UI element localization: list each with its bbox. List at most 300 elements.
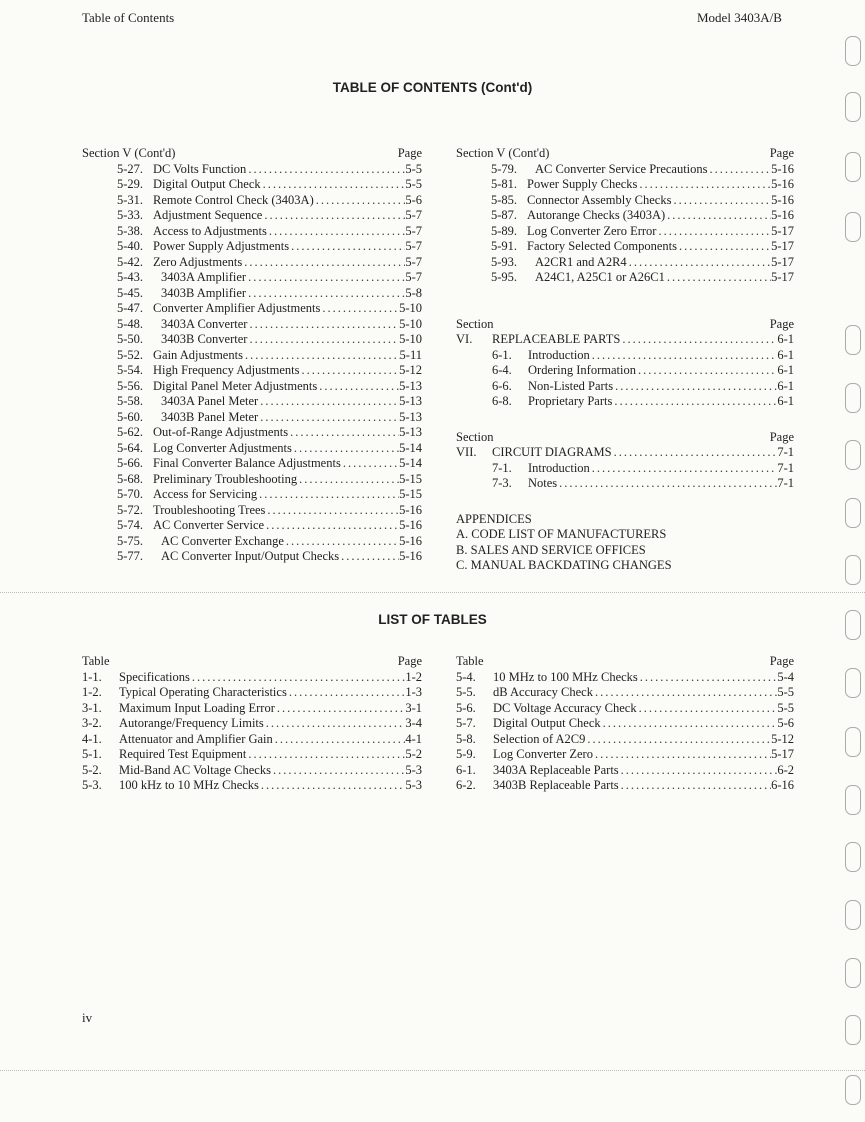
toc-entry: [491, 224, 794, 240]
toc-left-head: [82, 146, 422, 162]
toc-entry: [117, 162, 422, 178]
entry-number: 5-40.: [117, 239, 144, 253]
toc-entry: [117, 332, 422, 348]
toc-entry: [117, 456, 422, 472]
entry-number: 1-1.: [82, 669, 102, 684]
entry-page: 5-11: [399, 347, 422, 362]
entry-label: DC Voltage Accuracy Check: [493, 700, 637, 715]
entry-label: Ordering Information: [528, 363, 636, 377]
entry-number: 5-38.: [117, 223, 144, 238]
toc-entry: [117, 410, 422, 426]
entry-page: 1-2: [405, 669, 422, 684]
entry-number: 6-8.: [492, 394, 512, 408]
entry-page: 5-16: [771, 161, 794, 176]
binder-mark: [845, 212, 861, 242]
entry-number: 5-62.: [117, 425, 144, 439]
entry-page: 5-5: [777, 700, 794, 715]
entry-page: 5-15: [399, 471, 422, 486]
entry-label: Autorange Checks (3403A): [527, 208, 666, 222]
dot-leader: [257, 487, 399, 503]
toc-entry: [491, 177, 794, 193]
entry-label: AC Converter Exchange: [161, 533, 284, 548]
toc-entry: [117, 363, 422, 379]
entry-label: Required Test Equipment: [119, 747, 247, 761]
dot-leader: [590, 461, 778, 477]
entry-page: 3-1: [405, 700, 422, 715]
binder-mark: [845, 900, 861, 930]
entry-page: 5-17: [771, 747, 794, 761]
entry-number: 4-1.: [82, 731, 102, 746]
entry-label: Preliminary Troubleshooting: [153, 471, 298, 486]
dot-leader: [612, 445, 778, 461]
appendix-item: C. MANUAL BACKDATING CHANGES: [456, 558, 672, 572]
entry-label: Selection of A2C9: [493, 731, 586, 746]
dot-leader: [613, 379, 777, 395]
entry-number: 1-2.: [82, 685, 102, 699]
entry-page: 5-15: [399, 487, 422, 501]
binder-mark: [845, 383, 861, 413]
entry-number: 5-33.: [117, 208, 144, 222]
entry-page: 5-16: [399, 518, 422, 532]
dot-leader: [590, 348, 778, 364]
table-label: Table: [82, 654, 110, 668]
entry-number: 5-43.: [117, 270, 144, 284]
section-label: Section V (Cont'd): [82, 146, 176, 160]
toc-entry: [491, 208, 794, 224]
toc-entry: [117, 286, 422, 302]
entry-label: 3403B Amplifier: [161, 285, 247, 300]
toc-entry: [117, 425, 422, 441]
dot-leader: [620, 332, 777, 348]
entry-page: 5-17: [771, 254, 794, 269]
entry-page: 5-17: [771, 239, 794, 253]
entry-label: 3403B Converter: [161, 332, 248, 346]
entry-page: 5-8: [405, 285, 422, 300]
entry-page: 4-1: [405, 731, 422, 746]
entry-label: Notes: [528, 476, 558, 490]
appendix-item: B. SALES AND SERVICE OFFICES: [456, 542, 646, 557]
toc-entry: [117, 549, 422, 565]
dot-leader: [341, 456, 399, 472]
entry-label: AC Converter Input/Output Checks: [161, 549, 340, 563]
entry-page: 5-2: [405, 747, 422, 761]
toc-entry: [117, 270, 422, 286]
entry-label: AC Converter Service Precautions: [535, 161, 708, 176]
entry-label: Proprietary Parts: [528, 394, 613, 408]
entry-number: 5-47.: [117, 301, 144, 315]
dot-leader: [242, 255, 405, 271]
toc-left-entries: [82, 162, 422, 565]
entry-page: 5-7: [405, 254, 422, 269]
entry-label: Troubleshooting Trees: [153, 502, 266, 517]
entry-label: Adjustment Sequence: [153, 208, 263, 222]
dot-leader: [637, 701, 778, 717]
toc-entry: [82, 763, 422, 779]
entry-number: 5-6.: [456, 700, 476, 715]
dot-leader: [246, 270, 405, 286]
entry-number: 5-8.: [456, 731, 476, 746]
toc-entry: [117, 208, 422, 224]
entry-label: 3403B Replaceable Parts: [493, 778, 619, 792]
entry-number: 5-87.: [491, 208, 518, 222]
section7-head: [456, 430, 794, 446]
entry-number: 5-54.: [117, 363, 144, 377]
dot-leader: [593, 747, 771, 763]
binder-mark: [845, 440, 861, 470]
section7-entries: [456, 461, 794, 492]
entry-number: 5-66.: [117, 456, 144, 470]
entry-number: 5-3.: [82, 778, 102, 792]
entry-number: 5-91.: [491, 239, 518, 253]
appendices-label: APPENDICES: [456, 511, 532, 526]
entry-number: 3-1.: [82, 700, 102, 715]
dot-leader: [557, 476, 777, 492]
entry-page: 5-17: [771, 223, 794, 238]
binder-mark: [845, 958, 861, 988]
dot-leader: [243, 348, 400, 364]
entry-page: 5-16: [399, 549, 422, 563]
binder-mark: [845, 36, 861, 66]
dot-leader: [247, 332, 399, 348]
entry-page: 5-7: [405, 208, 422, 222]
entry-label: A2CR1 and A2R4: [535, 254, 627, 269]
entry-label: AC Converter Service: [153, 518, 265, 532]
entry-number: 5-89.: [491, 223, 518, 238]
binder-mark: [845, 785, 861, 815]
entry-page: 5-10: [399, 332, 422, 346]
entry-number: 6-6.: [492, 378, 512, 393]
entry-number: 6-2.: [456, 778, 476, 792]
dot-leader: [190, 670, 406, 686]
dot-leader: [320, 301, 399, 317]
page-label: Page: [769, 654, 794, 668]
entry-label: dB Accuracy Check: [493, 685, 593, 699]
binder-mark: [845, 727, 861, 757]
toc-entry: [117, 224, 422, 240]
entry-page: 5-16: [399, 502, 422, 517]
entry-page: 5-13: [399, 394, 422, 408]
entry-page: 5-10: [399, 301, 422, 315]
dot-leader: [261, 177, 406, 193]
tables-right-entries: [456, 670, 794, 794]
entry-number: 5-29.: [117, 177, 144, 191]
entry-number: 5-2.: [82, 762, 102, 777]
entry-number: 5-75.: [117, 533, 144, 548]
toc-entry: [117, 487, 422, 503]
toc-right-head: [456, 146, 794, 162]
entry-number: 5-4.: [456, 669, 476, 684]
toc-title: TABLE OF CONTENTS (Cont'd): [332, 80, 533, 95]
section-label: Section: [456, 429, 494, 444]
binder-mark: [845, 325, 861, 355]
toc-entry: [456, 716, 794, 732]
bottom-divider: [0, 1070, 865, 1071]
toc-right-entries: [456, 162, 794, 286]
entry-page: 5-13: [399, 425, 422, 439]
toc-entry: [82, 732, 422, 748]
entry-number: 6-1.: [492, 347, 512, 362]
toc-entry: [82, 747, 422, 763]
toc-entry: [117, 177, 422, 193]
tables-left-entries: [82, 670, 422, 794]
section-number: VI.: [456, 332, 473, 346]
entry-page: 5-12: [771, 731, 794, 746]
toc-entry: [117, 193, 422, 209]
dot-leader: [267, 224, 405, 240]
dot-leader: [593, 685, 777, 701]
entry-page: 5-5: [777, 685, 794, 699]
entry-number: 5-31.: [117, 192, 144, 207]
binder-mark: [845, 92, 861, 122]
toc-entry: [117, 472, 422, 488]
tables-left-head: [82, 654, 422, 670]
entry-label: Digital Panel Meter Adjustments: [153, 378, 318, 393]
tables-title: LIST OF TABLES: [378, 612, 487, 627]
entry-page: 5-5: [405, 161, 422, 176]
entry-page: 7-1: [777, 476, 794, 490]
entry-number: 5-68.: [117, 471, 144, 486]
dot-leader: [665, 208, 771, 224]
section-title: CIRCUIT DIAGRAMS: [492, 445, 612, 459]
entry-page: 5-13: [399, 409, 422, 424]
toc-entry: [117, 348, 422, 364]
toc-entry: [492, 394, 794, 410]
toc-entry: [492, 363, 794, 379]
dot-leader: [300, 363, 400, 379]
divider: [0, 592, 865, 593]
entry-number: 5-52.: [117, 347, 144, 362]
section6-title-row: [456, 332, 794, 348]
entry-page: 3-4: [405, 716, 422, 730]
entry-number: 5-1.: [82, 747, 102, 761]
toc-entry: [492, 348, 794, 364]
entry-label: Typical Operating Characteristics: [119, 685, 287, 699]
entry-number: 6-1.: [456, 762, 476, 777]
section6-entries: [456, 348, 794, 410]
entry-label: 3403A Converter: [161, 316, 248, 331]
dot-leader: [671, 193, 771, 209]
binder-mark: [845, 152, 861, 182]
entry-label: 3403A Amplifier: [161, 270, 247, 284]
toc-entry: [492, 476, 794, 492]
section-label: Section: [456, 316, 494, 331]
tables-left-column: [82, 654, 422, 794]
dot-leader: [637, 177, 771, 193]
entry-label: Log Converter Zero: [493, 747, 593, 761]
dot-leader: [246, 162, 405, 178]
dot-leader: [601, 716, 778, 732]
entry-number: 7-3.: [492, 476, 512, 490]
entry-label: 3403A Panel Meter: [161, 394, 259, 408]
toc-entry: [492, 461, 794, 477]
entry-number: 5-85.: [491, 192, 518, 207]
entry-page: 6-16: [771, 778, 794, 792]
toc-entry: [82, 716, 422, 732]
toc-entry: [117, 317, 422, 333]
tables-right-column: [456, 654, 794, 794]
entry-label: Access for Servicing: [153, 487, 258, 501]
entry-page: 5-7: [405, 223, 422, 238]
table-label: Table: [456, 654, 484, 668]
entry-page: 5-16: [399, 533, 422, 548]
header-left: Table of Contents: [82, 10, 175, 25]
entry-page: 5-13: [399, 378, 422, 393]
entry-page: 5-14: [399, 440, 422, 455]
toc-entry: [491, 270, 794, 286]
entry-label: Specifications: [119, 669, 190, 684]
dot-leader: [638, 670, 778, 686]
tables-right-head: [456, 654, 794, 670]
header-model: Model 3403A/B: [697, 10, 782, 25]
toc-entry: [82, 670, 422, 686]
entry-number: 3-2.: [82, 716, 102, 730]
section-page: 7-1: [777, 445, 794, 459]
dot-leader: [619, 763, 778, 779]
section-number: VII.: [456, 445, 477, 459]
toc-entry: [456, 670, 794, 686]
entry-number: 5-56.: [117, 378, 144, 393]
entry-label: Power Supply Adjustments: [153, 239, 290, 253]
dot-leader: [265, 503, 399, 519]
entry-number: 5-42.: [117, 254, 144, 269]
entry-label: 10 MHz to 100 MHz Checks: [493, 669, 638, 684]
entry-label: Maximum Input Loading Error: [119, 700, 275, 715]
section-title: REPLACEABLE PARTS: [492, 332, 621, 346]
dot-leader: [297, 472, 399, 488]
dot-leader: [247, 317, 399, 333]
toc-entry: [82, 685, 422, 701]
page-label: Page: [397, 654, 422, 668]
toc-entry: [491, 193, 794, 209]
toc-entry: [492, 379, 794, 395]
section-page: 6-1: [777, 332, 794, 346]
toc-entry: [491, 255, 794, 271]
dot-leader: [585, 732, 771, 748]
entry-label: Connector Assembly Checks: [527, 192, 672, 207]
binder-mark: [845, 842, 861, 872]
entry-number: 5-70.: [117, 487, 144, 501]
entry-number: 5-5.: [456, 685, 476, 699]
dot-leader: [262, 208, 405, 224]
dot-leader: [627, 255, 771, 271]
entry-label: Attenuator and Amplifier Gain: [119, 731, 273, 746]
toc-entry: [117, 239, 422, 255]
entry-label: Remote Control Check (3403A): [153, 192, 314, 207]
entry-number: 5-81.: [491, 177, 518, 191]
binder-mark: [845, 498, 861, 528]
entry-page: 5-3: [405, 778, 422, 792]
entry-label: Zero Adjustments: [153, 254, 243, 269]
entry-page: 5-4: [777, 669, 794, 684]
entry-label: 3403B Panel Meter: [161, 409, 259, 424]
entry-number: 5-77.: [117, 549, 144, 563]
entry-label: Factory Selected Components: [527, 239, 677, 253]
entry-page: 5-16: [771, 208, 794, 222]
entry-page: 6-2: [777, 762, 794, 777]
section7-title-row: [456, 445, 794, 461]
toc-entry: [117, 534, 422, 550]
entry-page: 5-14: [399, 456, 422, 470]
entry-number: 5-45.: [117, 285, 144, 300]
dot-leader: [264, 716, 406, 732]
entry-label: A24C1, A25C1 or A26C1: [535, 270, 665, 284]
entry-number: 5-95.: [491, 270, 518, 284]
toc-entry: [456, 685, 794, 701]
dot-leader: [289, 239, 405, 255]
dot-leader: [612, 394, 777, 410]
toc-entry: [117, 301, 422, 317]
entry-page: 5-16: [771, 177, 794, 191]
binder-mark: [845, 668, 861, 698]
dot-leader: [284, 534, 399, 550]
dot-leader: [271, 763, 405, 779]
toc-entry: [456, 778, 794, 794]
entry-page: 5-6: [777, 716, 794, 730]
toc-entry: [456, 732, 794, 748]
entry-page: 5-5: [405, 177, 422, 191]
dot-leader: [273, 732, 406, 748]
binder-mark: [845, 555, 861, 585]
binder-mark: [845, 1015, 861, 1045]
dot-leader: [258, 410, 399, 426]
entry-page: 5-7: [405, 239, 422, 253]
page-label: Page: [397, 146, 422, 160]
toc-entry: [82, 701, 422, 717]
page-number: iv: [82, 1010, 93, 1025]
entry-label: Access to Adjustments: [153, 223, 267, 238]
entry-number: 5-74.: [117, 518, 144, 532]
section-label: Section V (Cont'd): [456, 146, 550, 160]
entry-page: 5-10: [399, 316, 422, 331]
entry-label: Final Converter Balance Adjustments: [153, 456, 341, 470]
entry-page: 5-12: [399, 363, 422, 377]
entry-page: 5-3: [405, 762, 422, 777]
binder-mark: [845, 1075, 861, 1105]
entry-label: Digital Output Check: [153, 177, 261, 191]
entry-page: 5-17: [771, 270, 794, 284]
entry-label: 3403A Replaceable Parts: [493, 762, 619, 777]
entry-number: 5-79.: [491, 161, 518, 176]
page-label: Page: [769, 429, 794, 444]
appendix-item: A. CODE LIST OF MANUFACTURERS: [456, 527, 667, 541]
binder-mark: [845, 610, 861, 640]
toc-entry: [456, 747, 794, 763]
toc-right-column: [456, 146, 794, 574]
entry-number: 7-1.: [492, 460, 512, 475]
entry-number: 5-48.: [117, 316, 144, 331]
dot-leader: [288, 425, 399, 441]
entry-label: Autorange/Frequency Limits: [119, 716, 264, 730]
entry-number: 5-60.: [117, 409, 144, 424]
dot-leader: [246, 286, 405, 302]
entry-page: 7-1: [777, 460, 794, 475]
entry-page: 6-1: [777, 394, 794, 408]
entry-number: 5-27.: [117, 161, 144, 176]
entry-number: 6-4.: [492, 363, 512, 377]
entry-number: 5-50.: [117, 332, 144, 346]
toc-entry: [117, 255, 422, 271]
page-label: Page: [769, 146, 794, 160]
entry-label: Gain Adjustments: [153, 347, 243, 362]
dot-leader: [656, 224, 771, 240]
page-label: Page: [769, 316, 794, 331]
entry-page: 5-16: [771, 192, 794, 207]
entry-label: Mid-Band AC Voltage Checks: [119, 762, 271, 777]
dot-leader: [636, 363, 777, 379]
toc-entry: [491, 162, 794, 178]
entry-label: Introduction: [528, 460, 590, 475]
dot-leader: [677, 239, 771, 255]
